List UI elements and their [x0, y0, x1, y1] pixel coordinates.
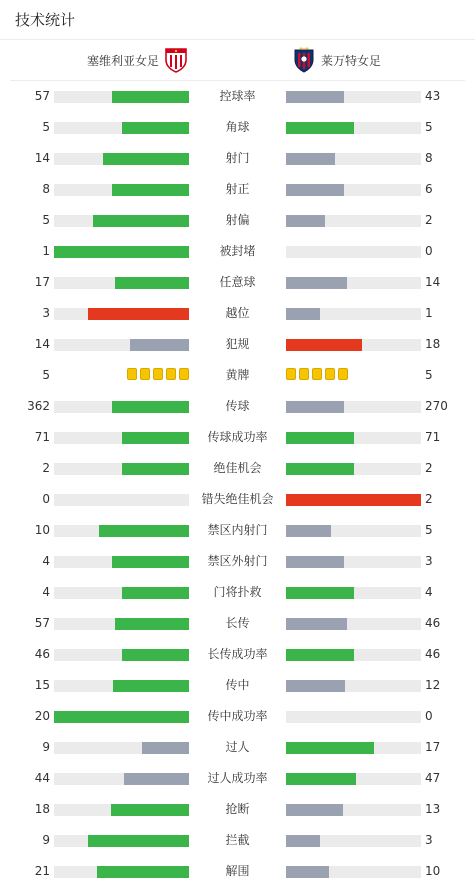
away-value: 46 [425, 616, 441, 630]
home-value: 0 [42, 492, 50, 506]
home-bar-track [54, 401, 189, 413]
home-bar-fill [142, 742, 189, 754]
away-bar-track [286, 308, 421, 320]
stat-label: 传中 [225, 678, 250, 692]
away-value: 47 [425, 771, 441, 785]
away-bar-fill [286, 91, 344, 103]
away-bar-track [286, 525, 421, 537]
stat-label: 门将扑救 [213, 585, 262, 599]
stat-row [0, 267, 475, 298]
home-value: 18 [34, 802, 50, 816]
home-value: 21 [34, 864, 50, 878]
stat-label: 抢断 [225, 802, 250, 816]
stat-label: 过人成功率 [207, 771, 268, 785]
away-value: 14 [425, 275, 441, 289]
stat-label: 长传 [225, 616, 250, 630]
home-value: 5 [42, 368, 50, 382]
home-value: 57 [34, 89, 50, 103]
away-bar-track [286, 277, 421, 289]
home-value: 4 [42, 585, 50, 599]
away-bar-track [286, 587, 421, 599]
away-bar-track [286, 742, 421, 754]
away-bar-track [286, 866, 421, 878]
stat-row [0, 639, 475, 670]
home-value: 5 [42, 213, 50, 227]
away-value: 2 [425, 492, 433, 506]
home-value: 46 [34, 647, 50, 661]
stat-row [0, 670, 475, 701]
away-value: 4 [425, 585, 433, 599]
home-bar-fill [115, 618, 189, 630]
home-value: 57 [34, 616, 50, 630]
away-bar-track [286, 618, 421, 630]
home-bar-fill [130, 339, 189, 351]
teams-bar [10, 40, 465, 81]
away-bar-track [286, 773, 421, 785]
stat-row [0, 422, 475, 453]
home-bar-track [54, 773, 189, 785]
stat-row [0, 732, 475, 763]
home-value: 3 [42, 306, 50, 320]
away-value: 17 [425, 740, 441, 754]
away-bar-track [286, 401, 421, 413]
stat-row [0, 112, 475, 143]
stat-label: 任意球 [219, 275, 256, 289]
away-value: 0 [425, 709, 433, 723]
away-value: 3 [425, 554, 433, 568]
home-bar-track [54, 556, 189, 568]
away-value: 43 [425, 89, 441, 103]
home-bar-fill [112, 184, 189, 196]
away-value: 2 [425, 213, 433, 227]
stat-label: 被封堵 [219, 244, 256, 258]
home-bar-track [54, 246, 189, 258]
home-bar-track [54, 680, 189, 692]
away-bar-track [286, 711, 421, 723]
home-bar-track [54, 463, 189, 475]
away-bar-fill [286, 432, 354, 444]
yellow-card-icon [127, 368, 137, 380]
away-value: 0 [425, 244, 433, 258]
stat-label: 射门 [225, 151, 250, 165]
yellow-card-icon [325, 368, 335, 380]
home-bar-fill [103, 153, 189, 165]
home-bar-track [54, 91, 189, 103]
home-team-name: 塞维利亚女足 [86, 53, 159, 68]
home-value: 17 [34, 275, 50, 289]
home-bar-track [54, 525, 189, 537]
yellow-card-icon [312, 368, 322, 380]
away-bar-fill [286, 215, 325, 227]
home-bar-track [54, 308, 189, 320]
stat-label: 传球成功率 [207, 430, 268, 444]
yellow-card-icon [153, 368, 163, 380]
away-value: 5 [425, 120, 433, 134]
away-bar-track [286, 680, 421, 692]
home-bar-fill [124, 773, 189, 785]
home-bar-track [54, 122, 189, 134]
away-bar-fill [286, 401, 344, 413]
home-bar-fill [115, 277, 189, 289]
away-bar-fill [286, 339, 362, 351]
away-bar-fill [286, 866, 329, 878]
away-bar-fill [286, 649, 354, 661]
away-bar-track [286, 835, 421, 847]
stat-label: 拦截 [225, 833, 250, 847]
away-bar-fill [286, 556, 344, 568]
yellow-card-icon [299, 368, 309, 380]
home-bar-fill [122, 587, 190, 599]
home-bar-track [54, 494, 189, 506]
home-bar-track [54, 587, 189, 599]
home-bar-fill [54, 711, 189, 723]
yellow-card-icon [179, 368, 189, 380]
away-value: 6 [425, 182, 433, 196]
home-bar-fill [122, 649, 190, 661]
home-value: 10 [34, 523, 50, 537]
home-value: 8 [42, 182, 50, 196]
stat-row [0, 546, 475, 577]
sevilla-crest-icon [164, 47, 188, 73]
stat-row [0, 515, 475, 546]
away-bar-fill [286, 494, 421, 506]
away-team-name: 莱万特女足 [321, 53, 382, 68]
away-bar-track [286, 649, 421, 661]
away-bar-fill [286, 835, 320, 847]
stat-label: 黄牌 [225, 368, 250, 382]
stat-label: 射偏 [225, 213, 250, 227]
stat-row [0, 174, 475, 205]
away-bar-fill [286, 122, 354, 134]
stat-label: 射正 [225, 182, 250, 196]
away-bar-fill [286, 463, 354, 475]
home-bar-fill [97, 866, 189, 878]
stat-row [0, 794, 475, 825]
stat-row [0, 577, 475, 608]
stat-row [0, 391, 475, 422]
away-bar-track [286, 494, 421, 506]
home-bar-track [54, 835, 189, 847]
away-team[interactable] [292, 47, 381, 73]
stat-row [0, 453, 475, 484]
home-bar-track [54, 866, 189, 878]
home-value: 362 [27, 399, 50, 413]
away-bar-track [286, 339, 421, 351]
stat-row [0, 856, 475, 887]
stat-label: 绝佳机会 [213, 461, 262, 475]
away-value: 18 [425, 337, 441, 351]
away-bar-fill [286, 742, 374, 754]
away-bar-track [286, 246, 421, 258]
home-bar-track [54, 215, 189, 227]
away-value: 5 [425, 368, 433, 382]
home-bar-track [54, 277, 189, 289]
home-value: 44 [34, 771, 50, 785]
stat-row [0, 298, 475, 329]
home-value: 2 [42, 461, 50, 475]
away-bar-track [286, 556, 421, 568]
home-bar-fill [54, 246, 189, 258]
home-bar-fill [122, 432, 190, 444]
home-value: 15 [34, 678, 50, 692]
stat-label: 过人 [225, 740, 250, 754]
away-value: 71 [425, 430, 441, 444]
home-bar-fill [99, 525, 189, 537]
away-bar-track [286, 91, 421, 103]
away-value: 270 [425, 399, 448, 413]
away-bar-track [286, 122, 421, 134]
home-yellow-cards [127, 368, 189, 382]
away-value: 2 [425, 461, 433, 475]
away-bar-fill [286, 277, 347, 289]
away-bar-fill [286, 618, 347, 630]
page-title: 技术统计 [15, 11, 76, 29]
stat-label: 角球 [225, 120, 250, 134]
home-value: 14 [34, 337, 50, 351]
home-bar-fill [112, 91, 189, 103]
home-team[interactable] [87, 47, 188, 73]
home-bar-fill [111, 804, 189, 816]
away-bar-track [286, 463, 421, 475]
home-value: 4 [42, 554, 50, 568]
away-bar-fill [286, 804, 343, 816]
stat-label: 解围 [225, 864, 250, 878]
stat-label: 禁区内射门 [207, 523, 268, 537]
home-bar-track [54, 153, 189, 165]
away-value: 12 [425, 678, 441, 692]
stat-row [0, 825, 475, 856]
away-bar-fill [286, 680, 345, 692]
stat-row [0, 236, 475, 267]
away-value: 13 [425, 802, 441, 816]
home-bar-track [54, 432, 189, 444]
home-value: 71 [34, 430, 50, 444]
home-value: 14 [34, 151, 50, 165]
away-yellow-cards [286, 368, 348, 382]
home-value: 20 [34, 709, 50, 723]
stat-label: 传球 [225, 399, 250, 413]
away-bar-fill [286, 587, 354, 599]
stat-row [0, 81, 475, 112]
home-bar-fill [88, 308, 189, 320]
away-bar-track [286, 184, 421, 196]
away-bar-fill [286, 184, 344, 196]
home-bar-fill [112, 556, 189, 568]
stat-row [0, 608, 475, 639]
away-value: 46 [425, 647, 441, 661]
stats-header [0, 0, 475, 40]
away-value: 3 [425, 833, 433, 847]
home-bar-track [54, 649, 189, 661]
home-bar-fill [113, 680, 189, 692]
away-bar-fill [286, 153, 335, 165]
yellow-card-icon [166, 368, 176, 380]
stat-row [0, 484, 475, 515]
away-bar-fill [286, 525, 331, 537]
home-bar-track [54, 618, 189, 630]
away-value: 10 [425, 864, 441, 878]
stat-label: 传中成功率 [207, 709, 268, 723]
away-bar-fill [286, 308, 320, 320]
stat-row [0, 329, 475, 360]
away-bar-fill [286, 773, 356, 785]
stat-row [0, 763, 475, 794]
stats-list [0, 81, 475, 887]
home-bar-track [54, 711, 189, 723]
stat-label: 犯规 [225, 337, 250, 351]
home-value: 9 [42, 833, 50, 847]
away-bar-track [286, 153, 421, 165]
home-bar-track [54, 339, 189, 351]
stat-row [0, 205, 475, 236]
stat-row [0, 143, 475, 174]
home-value: 1 [42, 244, 50, 258]
stat-label: 越位 [225, 306, 250, 320]
home-bar-fill [122, 463, 190, 475]
stat-label: 控球率 [219, 89, 256, 103]
stat-label: 禁区外射门 [207, 554, 268, 568]
stat-row [0, 701, 475, 732]
home-bar-fill [112, 401, 189, 413]
away-value: 1 [425, 306, 433, 320]
stat-label: 长传成功率 [207, 647, 268, 661]
away-value: 8 [425, 151, 433, 165]
stat-label: 错失绝佳机会 [201, 492, 274, 506]
yellow-card-icon [338, 368, 348, 380]
home-bar-track [54, 804, 189, 816]
home-value: 9 [42, 740, 50, 754]
home-bar-fill [122, 122, 190, 134]
away-bar-track [286, 804, 421, 816]
levante-crest-icon [292, 47, 316, 73]
away-bar-track [286, 215, 421, 227]
home-value: 5 [42, 120, 50, 134]
home-bar-track [54, 184, 189, 196]
home-bar-fill [88, 835, 189, 847]
yellow-card-icon [140, 368, 150, 380]
away-value: 5 [425, 523, 433, 537]
yellow-card-icon [286, 368, 296, 380]
home-bar-fill [93, 215, 189, 227]
home-bar-track [54, 742, 189, 754]
away-bar-track [286, 432, 421, 444]
stat-row [0, 360, 475, 391]
